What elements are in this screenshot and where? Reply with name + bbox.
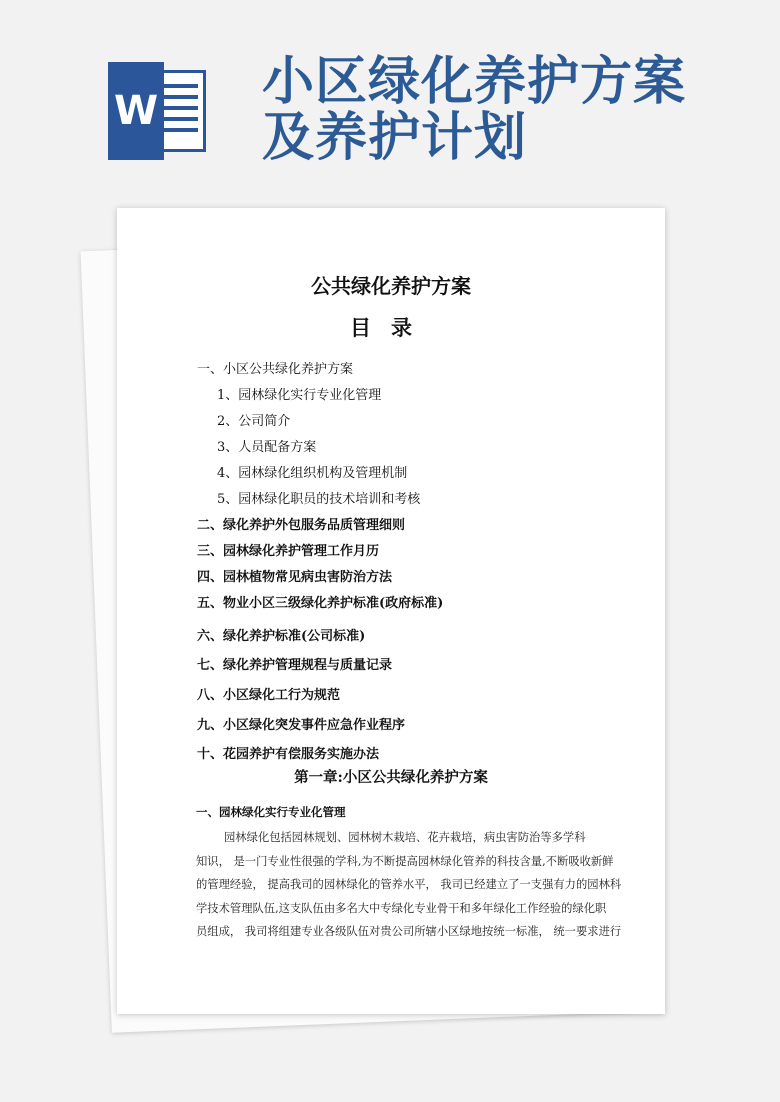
word-doc-icon-letter: W <box>108 62 164 160</box>
paragraph-line: 园林绿化包括园林规划、园林树木栽培、花卉栽培，病虫害防治等多学科 <box>224 831 586 844</box>
main-title <box>262 54 772 166</box>
toc-item: 八、小区绿化工行为规范 <box>197 688 341 703</box>
toc-item: 三、园林绿化养护管理工作月历 <box>197 544 380 559</box>
paragraph-line: 员组成， 我司将组建专业各级队伍对贵公司所辖小区绿地按统一标准， 统一要求进行 <box>196 925 622 938</box>
word-doc-icon-line <box>158 117 198 121</box>
document-page <box>117 208 665 1014</box>
paragraph-line: 的管理经验， 提高我司的园林绿化的管养水平， 我司已经建立了一支强有力的园林科 <box>196 878 622 891</box>
toc-item: 1、园林绿化实行专业化管理 <box>217 388 382 403</box>
chapter-title: 第一章:小区公共绿化养护方案 <box>294 769 488 786</box>
word-doc-icon-line <box>158 106 198 110</box>
toc-title: 目录 <box>350 315 432 340</box>
word-doc-icon-line <box>158 95 198 99</box>
toc-item: 二、绿化养护外包服务品质管理细则 <box>197 518 406 533</box>
word-doc-icon-line <box>158 128 198 132</box>
toc-item: 五、物业小区三级绿化养护标准(政府标准) <box>197 596 444 611</box>
main-title-line1: 小区绿化养护方案 <box>262 52 687 112</box>
word-doc-icon-line <box>158 84 198 88</box>
body-paragraph <box>196 826 626 944</box>
page-header <box>0 0 780 210</box>
section-title: 一、园林绿化实行专业化管理 <box>196 805 346 819</box>
paragraph-line: 知识， 是一门专业性很强的学科,为不断提高园林绿化管养的科技含量,不断吸收新鲜 <box>196 854 614 868</box>
toc-item: 六、绿化养护标准(公司标准) <box>197 629 366 644</box>
toc-item: 四、园林植物常见病虫害防治方法 <box>197 570 393 585</box>
paragraph-line: 学技术管理队伍,这支队伍由多名大中专绿化专业骨干和多年绿化工作经验的绿化职 <box>196 901 607 915</box>
document-title: 公共绿化养护方案 <box>311 274 471 298</box>
toc-item: 5、园林绿化职员的技术培训和考核 <box>217 492 421 507</box>
toc-item: 十、花园养护有偿服务实施办法 <box>197 747 380 762</box>
toc-item: 七、绿化养护管理规程与质量记录 <box>197 658 393 673</box>
main-title-line2: 及养护计划 <box>262 108 528 168</box>
toc-item: 一、小区公共绿化养护方案 <box>197 362 354 377</box>
word-doc-icon <box>108 62 208 160</box>
toc-item: 2、公司简介 <box>217 414 291 429</box>
toc-item: 3、人员配备方案 <box>217 440 317 455</box>
toc-item: 九、小区绿化突发事件应急作业程序 <box>197 718 406 733</box>
toc-item: 4、园林绿化组织机构及管理机制 <box>217 466 408 481</box>
